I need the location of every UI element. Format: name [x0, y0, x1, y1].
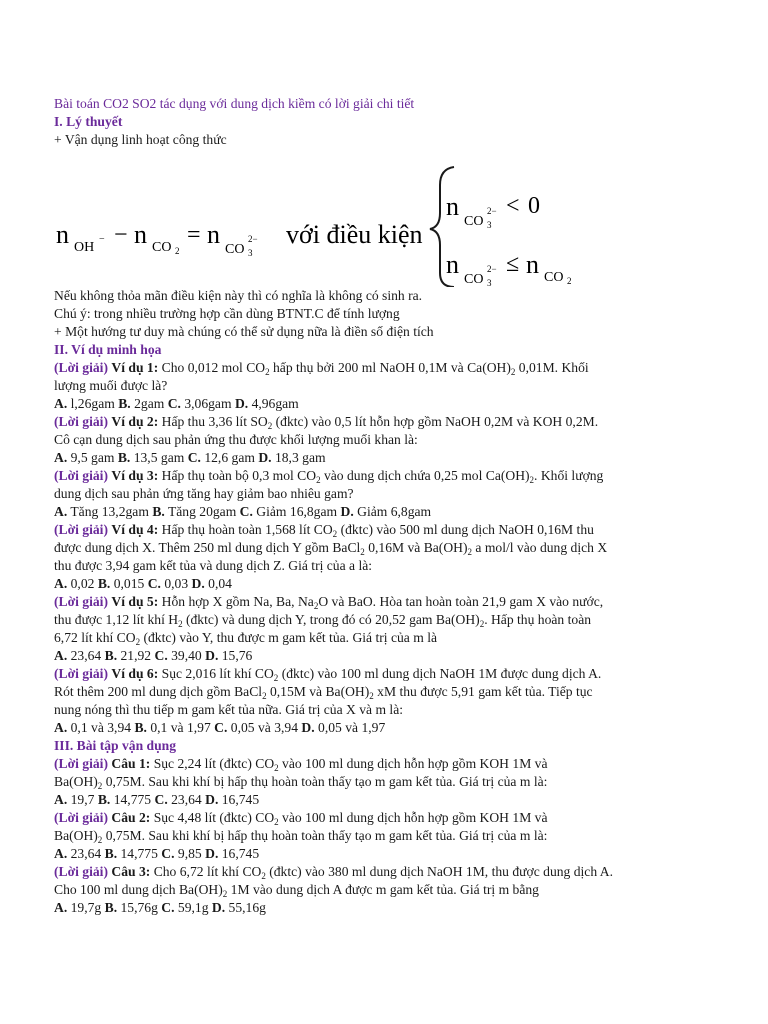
formula-cond2-co2-index: 2 — [567, 276, 572, 286]
theory-line-1: + Vận dụng linh hoạt công thức — [54, 132, 227, 147]
example-3: (Lời giải) Ví dụ 3: Hấp thụ toàn bộ 0,3 mol $CO_2$ vào dung dịch chứa 0,25 mol $Ca(OH)_2$. Khối lượng dung dịch sau phản ứng tăng hay giảm bao nhiêu gam? — [54, 468, 604, 501]
formula-n-co3: n — [207, 220, 220, 249]
theory-line-2: Nếu không thỏa mãn điều kiện này thì có nghĩa là không có sinh ra. — [54, 288, 423, 303]
formula-cond1-index: 3 — [487, 220, 492, 230]
formula-co3-charge: 2− — [248, 234, 258, 244]
solution-link[interactable]: (Lời giải) — [54, 468, 108, 483]
solution-link[interactable]: (Lời giải) — [54, 666, 108, 681]
formula-cond1-co3: CO — [464, 214, 484, 229]
theory-line-3: Chú ý: trong nhiều trường hợp cần dùng BTNT.C để tính lượng — [54, 306, 400, 321]
formula-cond2-index: 3 — [487, 278, 492, 287]
solution-link[interactable]: (Lời giải) — [54, 522, 108, 537]
formula-n-oh: n — [56, 220, 69, 249]
formula-cond2-co3: CO — [464, 272, 484, 287]
formula-cond2-le: ≤ — [506, 251, 520, 277]
formula-minus-sign: − — [114, 222, 128, 248]
example-5-options: A. 23,64 B. 21,92 C. 39,40 D. 15,76 — [54, 648, 253, 663]
example-5: (Lời giải) Ví dụ 5: Hỗn hợp X gồm Na, Ba, $Na_2O$ và BaO. Hòa tan hoàn toàn 21,9 gam X vào nước, thu được 1,12 lít khí $H_2$ (đktc) và dung dịch Y, trong đó có 20,52 gam $Ba(OH)_2$. Hấp thụ hoàn toàn 6,72 lít khí $CO_2$ (đktc) vào Y, thu được m gam kết tủa. Giá trị của m là — [54, 594, 604, 647]
formula-condition-text: với điều kiện — [286, 220, 423, 249]
section-exercises-heading: III. Bài tập vận dụng — [54, 738, 177, 753]
solution-link[interactable]: (Lời giải) — [54, 810, 108, 825]
formula-graphic — [54, 149, 614, 287]
solution-link[interactable]: (Lời giải) — [54, 594, 108, 609]
solution-link[interactable]: (Lời giải) — [54, 864, 108, 879]
example-4: (Lời giải) Ví dụ 4: Hấp thụ hoàn toàn 1,568 lít $CO_2$ (đktc) vào 500 ml dung dịch NaOH 0,16M thu được dung dịch X. Thêm 250 ml dung dịch Y gồm BaCl$_2$ 0,16M và $Ba(OH)_2$ a mol/l vào dung dịch X thu được 3,94 gam kết tủa và dung dịch Z. Giá trị của a là: — [54, 522, 608, 573]
formula-cond2-co2: CO — [544, 270, 564, 285]
formula-co2-sub: CO — [152, 240, 172, 255]
formula-n-co2: n — [134, 220, 147, 249]
formula-oh-sub: OH — [74, 240, 95, 255]
example-6: (Lời giải) Ví dụ 6: Sục 2,016 lít khí $CO_2$ (đktc) vào 100 ml dung dịch NaOH 1M được dung dịch A. Rót thêm 200 ml dung dịch gồm BaCl$_2$ 0,15M và $Ba(OH)_2$ xM thu được 5,91 gam kết tủa. Tiếp tục nung nóng thì thu tiếp m gam kết tủa nữa. Giá trị của X và m là: — [54, 666, 602, 717]
section-theory-heading: I. Lý thuyết — [54, 114, 123, 129]
formula-cond1-zero: 0 — [528, 193, 540, 219]
example-1: (Lời giải) Ví dụ 1: Cho 0,012 mol $CO_2$ hấp thụ bởi 200 ml NaOH 0,1M và $Ca(OH)_2$ 0,01M. Khối lượng muối được là? — [54, 360, 589, 393]
question-3-options: A. 19,7g B. 15,76g C. 59,1g D. 55,16g — [54, 900, 266, 915]
formula-equals: = — [187, 222, 201, 248]
formula-block — [54, 149, 744, 287]
formula-cond2-n2: n — [526, 250, 539, 279]
formula-cond2-charge: 2− — [487, 264, 497, 274]
theory-line-4: + Một hướng tư duy mà chúng có thể sử dụng nữa là điền số điện tích — [54, 324, 434, 339]
formula-co3-sub: CO — [225, 242, 245, 257]
formula-cond1-n: n — [446, 192, 459, 221]
solution-link[interactable]: (Lời giải) — [54, 360, 108, 375]
question-2: (Lời giải) Câu 2: Sục 4,48 lít (đktc) $CO_2$ vào 100 ml dung dịch hỗn hợp gồm KOH 1M và $Ba(OH)_2$ 0,75M. Sau khi khí bị hấp thụ hoàn toàn thấy tạo m gam kết tủa. Giá trị của m là: — [54, 810, 548, 845]
example-4-options: A. 0,02 B. 0,015 C. 0,03 D. 0,04 — [54, 576, 232, 591]
question-3: (Lời giải) Câu 3: Cho 6,72 lít khí $CO_2$ (đktc) vào 380 ml dung dịch NaOH 1M, thu được dung dịch A. Cho 100 ml dung dịch $Ba(OH)_2$ 1M vào dung dịch A được m gam kết tủa. Giá trị m bằng — [54, 864, 614, 899]
section-examples-heading: II. Ví dụ minh họa — [54, 342, 162, 357]
formula-cond1-charge: 2− — [487, 206, 497, 216]
solution-link[interactable]: (Lời giải) — [54, 756, 108, 771]
example-6-options: A. 0,1 và 3,94 B. 0,1 và 1,97 C. 0,05 và 3,94 D. 0,05 và 1,97 — [54, 720, 386, 735]
example-2-options: A. 9,5 gam B. 13,5 gam C. 12,6 gam D. 18,3 gam — [54, 450, 326, 465]
document-content — [54, 95, 744, 917]
question-2-options: A. 23,64 B. 14,775 C. 9,85 D. 16,745 — [54, 846, 260, 861]
solution-link[interactable]: (Lời giải) — [54, 414, 108, 429]
question-1-options: A. 19,7 B. 14,775 C. 23,64 D. 16,745 — [54, 792, 260, 807]
example-1-options: A. l,26gam B. 2gam C. 3,06gam D. 4,96gam — [54, 396, 299, 411]
question-1: (Lời giải) Câu 1: Sục 2,24 lít (đktc) $CO_2$ vào 100 ml dung dịch hỗn hợp gồm KOH 1M và $Ba(OH)_2$ 0,75M. Sau khi khí bị hấp thụ hoàn toàn thấy tạo m gam kết tủa. Giá trị của m là: — [54, 756, 548, 791]
formula-oh-minus: − — [99, 234, 105, 245]
formula-cond2-n: n — [446, 250, 459, 279]
formula-co2-index: 2 — [175, 246, 180, 256]
example-3-options: A. Tăng 13,2gam B. Tăng 20gam C. Giảm 16,8gam D. Giảm 6,8gam — [54, 504, 432, 519]
formula-cond1-lt: < — [506, 193, 520, 219]
example-2: (Lời giải) Ví dụ 2: Hấp thu 3,36 lít $SO_2$ (đktc) vào 0,5 lít hỗn hợp gồm NaOH 0,2M và KOH 0,2M. Cô cạn dung dịch sau phản ứng thu được khối lượng muối khan là: — [54, 414, 599, 447]
formula-co3-index: 3 — [248, 248, 253, 258]
document-title: Bài toán CO2 SO2 tác dụng với dung dịch kiềm có lời giải chi tiết — [54, 96, 415, 111]
